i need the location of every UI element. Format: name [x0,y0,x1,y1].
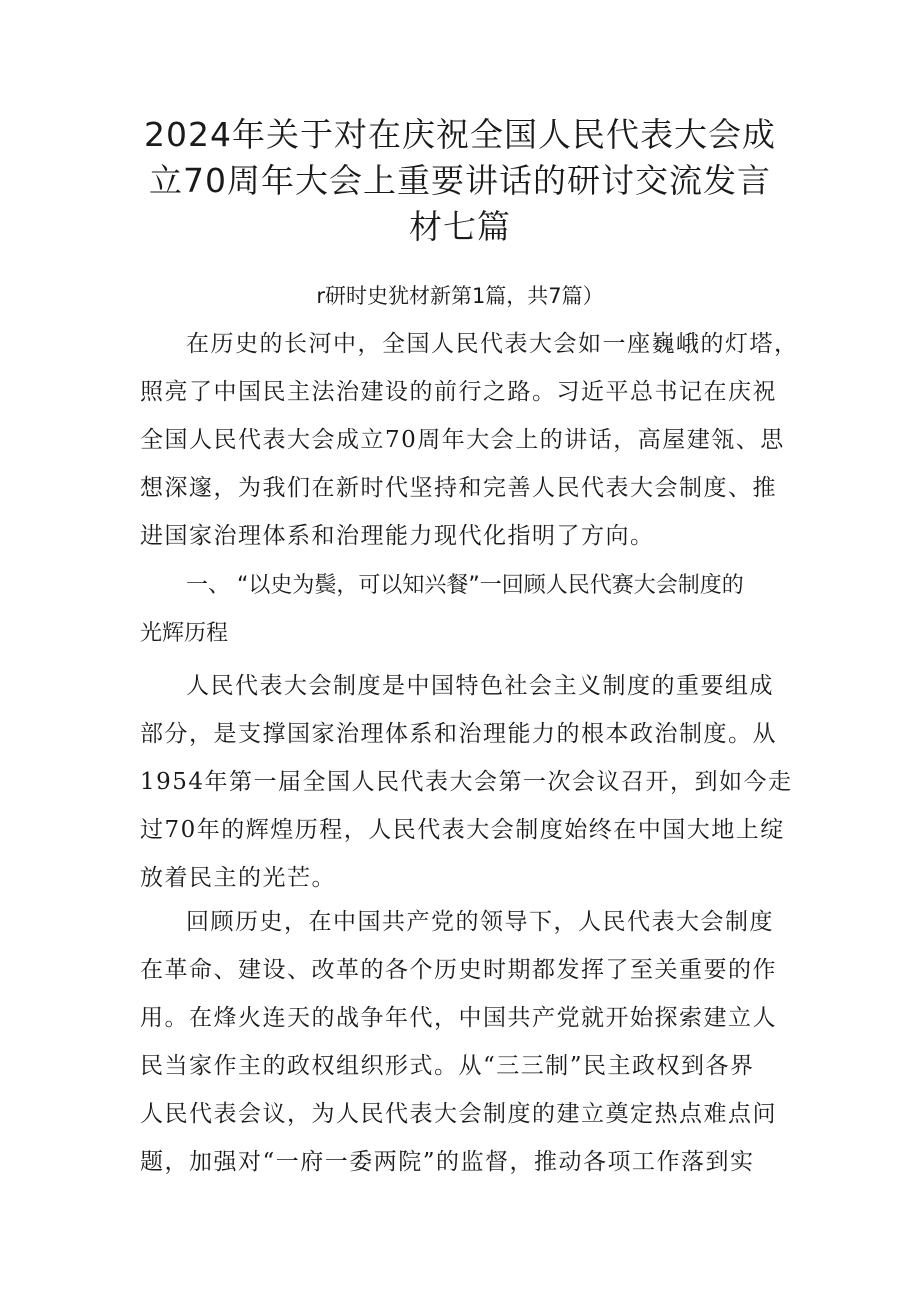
title-line: 2024年关于对在庆祝全国人民代表大会成 [144,115,776,154]
text-line: 进国家治理体系和治理能力现代化指明了方向。 [140,523,655,549]
text-line: 人民代表会议，为人民代表大会制度的建立奠定热点难点问 [140,1101,777,1127]
title-line: 立70周年大会上重要讲话的研讨交流发言 [149,161,771,200]
heading-line: 一、 “以史为鬓，可以知兴餐”一回顾人民代赛大会制度的 [186,573,744,598]
text-line: 部分，是支撑国家治理体系和治理能力的根本政治制度。从 [140,721,777,747]
article-number-subtitle: r研时史犹材新第1篇，共7篇） [316,284,604,308]
text-line: 题，加强对“一府一委两院”的监督，推动各项工作落到实 [140,1149,755,1175]
text-line: 在历史的长河中，全国人民代表大会如一座巍峨的灯塔， [186,331,799,357]
text-line: 人民代表大会制度是中国特色社会主义制度的重要组成 [186,673,774,699]
paragraph-system-overview [140,662,800,902]
text-line: 全国人民代表大会成立70周年大会上的讲话，高屋建瓴、思 [140,427,785,453]
text-line: 回顾历史，在中国共产党的领导下，人民代表大会制度 [186,909,774,935]
text-line: 过70年的辉煌历程，人民代表大会制度始终在中国大地上绽 [140,817,785,843]
section-heading-1 [140,562,800,658]
heading-line: 光辉历程 [140,621,229,646]
title-line: 材七篇 [409,207,511,246]
text-line: 照亮了中国民主法治建设的前行之路。习近平总书记在庆祝 [140,379,777,405]
paragraph-history-review [140,898,800,1186]
document-title [120,112,800,250]
text-line: 放着民主的光芒。 [140,865,336,891]
text-line: 用。在烽火连天的战争年代，中国共产党就开始探索建立人 [140,1005,777,1031]
text-line: 想深邃，为我们在新时代坚持和完善人民代表大会制度、推 [140,475,777,501]
text-line: 民当家作主的政权组织形式。从“三三制”民主政权到各界 [140,1053,755,1079]
paragraph-intro [140,320,800,560]
text-line: 1954年第一届全国人民代表大会第一次会议召开，到如今走 [140,769,793,795]
text-line: 在革命、建设、改革的各个历史时期都发挥了至关重要的作 [140,957,777,983]
